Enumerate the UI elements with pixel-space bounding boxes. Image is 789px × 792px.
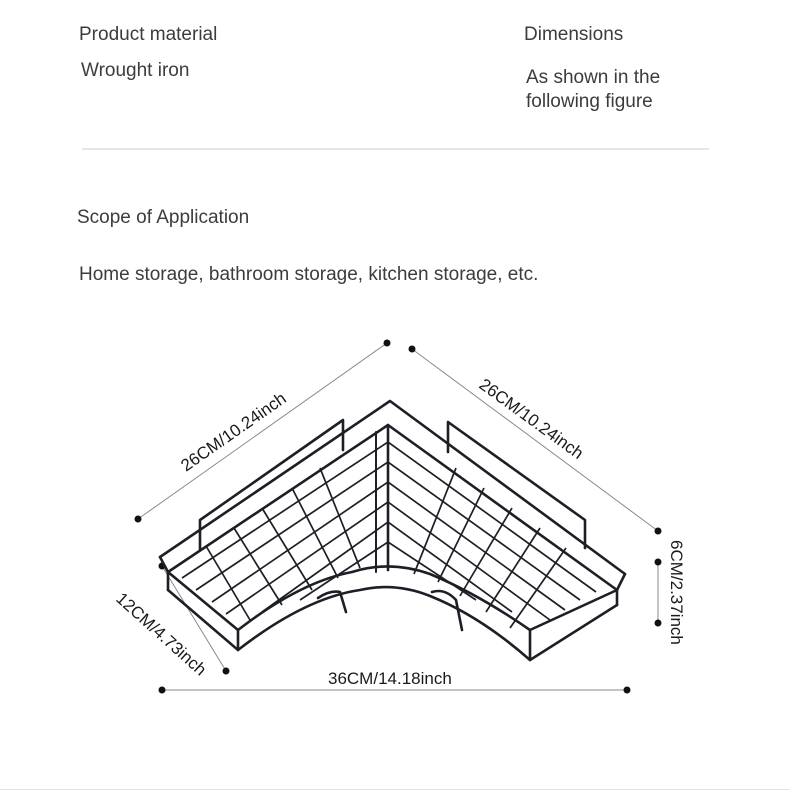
label-right-side: 26CM/10.24inch — [475, 374, 587, 464]
dim-dot — [655, 559, 662, 566]
dimensions-value-line-1: As shown in the — [526, 67, 661, 88]
dim-dot — [135, 516, 142, 523]
scope-label: Scope of Application — [77, 207, 250, 228]
product-material-value: Wrought iron — [81, 60, 190, 81]
scope-value: Home storage, bathroom storage, kitchen storage, etc. — [79, 264, 539, 285]
dimensions-value-line-2: following figure — [526, 91, 653, 112]
dim-dot — [409, 346, 416, 353]
label-height: 6CM/2.37inch — [667, 540, 686, 645]
dim-dot — [624, 687, 631, 694]
dim-line-left-side — [138, 343, 387, 519]
dim-dot — [384, 340, 391, 347]
product-material-label: Product material — [79, 24, 218, 45]
bottom-border — [0, 789, 789, 790]
label-depth: 12CM/4.73inch — [112, 588, 211, 680]
label-width: 36CM/14.18inch — [328, 669, 452, 688]
dim-dot — [655, 528, 662, 535]
dimensions-label: Dimensions — [524, 24, 624, 45]
label-left-side: 26CM/10.24inch — [177, 388, 290, 476]
dimension-dots — [135, 340, 662, 694]
dim-dot — [655, 620, 662, 627]
dim-dot — [159, 687, 166, 694]
dim-dot — [223, 668, 230, 675]
